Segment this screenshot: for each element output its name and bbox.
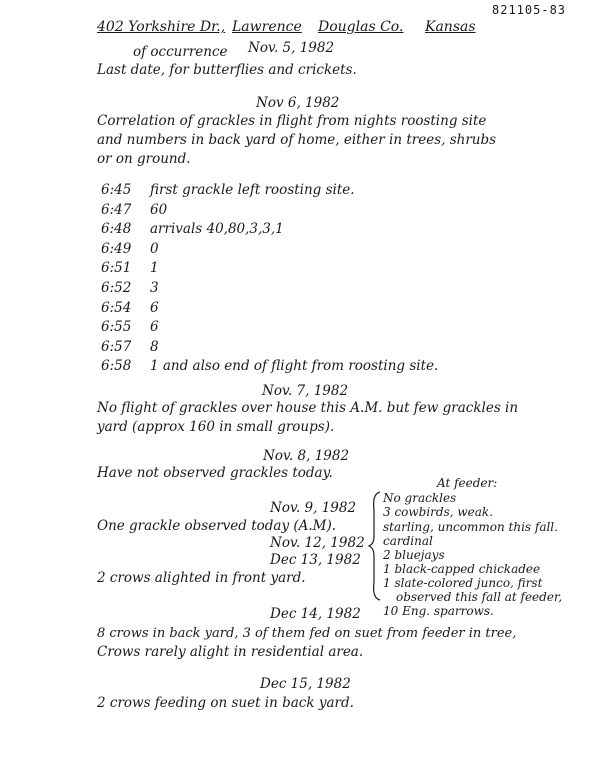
nov6-date: Nov 6, 1982 bbox=[256, 95, 340, 111]
nov7-line2: yard (approx 160 in small groups). bbox=[97, 419, 335, 435]
tally-count: 6 bbox=[150, 300, 159, 316]
dec14-line1: 8 crows in back yard, 3 of them fed on suet from feeder in tree, bbox=[97, 626, 517, 641]
tally-time: 6:55 bbox=[101, 319, 132, 335]
dec15-date: Dec 15, 1982 bbox=[260, 676, 351, 692]
dec13-date: Dec 13, 1982 bbox=[270, 552, 361, 568]
tally-time: 6:51 bbox=[101, 260, 132, 276]
feeder-line: No grackles bbox=[383, 491, 457, 505]
tally-count: 6 bbox=[150, 319, 159, 335]
tally-count: 1 bbox=[150, 260, 159, 276]
header-state: Kansas bbox=[425, 19, 476, 35]
tally-time: 6:52 bbox=[101, 280, 132, 296]
tally-count: first grackle left roosting site. bbox=[150, 182, 355, 198]
nov8-date: Nov. 8, 1982 bbox=[263, 448, 350, 464]
bracket-mark bbox=[368, 490, 382, 602]
tally-time: 6:57 bbox=[101, 339, 132, 355]
feeder-line: 1 black-capped chickadee bbox=[383, 562, 541, 576]
dec15-text: 2 crows feeding on suet in back yard. bbox=[97, 695, 354, 711]
dec14-line2: Crows rarely alight in residential area. bbox=[97, 644, 364, 660]
tally-time: 6:49 bbox=[101, 241, 132, 257]
nov6-line1: Correlation of grackles in flight from nights roosting site bbox=[97, 113, 487, 129]
tally-time: 6:47 bbox=[101, 202, 132, 218]
feeder-heading: At feeder: bbox=[437, 476, 498, 490]
feeder-line: 2 bluejays bbox=[383, 548, 445, 562]
nov6-line3: or on ground. bbox=[97, 151, 191, 167]
dec13-text: 2 crows alighted in front yard. bbox=[97, 570, 306, 586]
nov9-date: Nov. 9, 1982 bbox=[270, 500, 357, 516]
feeder-line: 3 cowbirds, weak. bbox=[383, 505, 494, 519]
header-city: Lawrence bbox=[232, 19, 302, 35]
header-address: 402 Yorkshire Dr., bbox=[97, 19, 226, 35]
header-county: Douglas Co. bbox=[318, 19, 404, 35]
nov9-text: One grackle observed today (A.M). bbox=[97, 518, 337, 534]
feeder-line: starling, uncommon this fall. bbox=[383, 520, 558, 534]
document-id: 821105-83 bbox=[492, 3, 567, 17]
nov12-date: Nov. 12, 1982 bbox=[270, 535, 365, 551]
nov5-text: Last date, for butterflies and crickets. bbox=[97, 62, 357, 78]
tally-time: 6:58 bbox=[101, 358, 132, 374]
nov6-line2: and numbers in back yard of home, either in trees, shrubs bbox=[97, 132, 497, 148]
tally-time: 6:45 bbox=[101, 182, 132, 198]
occurrence-label: of occurrence bbox=[133, 44, 228, 60]
nov8-text: Have not observed grackles today. bbox=[97, 465, 333, 481]
tally-count: 1 and also end of flight from roosting site. bbox=[150, 358, 439, 374]
dec14-date: Dec 14, 1982 bbox=[270, 606, 361, 622]
tally-count: arrivals 40,80,3,3,1 bbox=[150, 221, 284, 237]
feeder-line: 10 Eng. sparrows. bbox=[383, 604, 494, 618]
feeder-line: cardinal bbox=[383, 534, 433, 548]
feeder-line: observed this fall at feeder, bbox=[396, 590, 563, 604]
tally-time: 6:54 bbox=[101, 300, 132, 316]
nov7-date: Nov. 7, 1982 bbox=[262, 383, 349, 399]
nov5-date: Nov. 5, 1982 bbox=[248, 40, 335, 56]
feeder-line: 1 slate-colored junco, first bbox=[383, 576, 543, 590]
nov7-line1: No flight of grackles over house this A.M. but few grackles in bbox=[97, 400, 519, 416]
tally-count: 8 bbox=[150, 339, 159, 355]
tally-count: 3 bbox=[150, 280, 159, 296]
tally-count: 60 bbox=[150, 202, 168, 218]
tally-count: 0 bbox=[150, 241, 159, 257]
tally-time: 6:48 bbox=[101, 221, 132, 237]
